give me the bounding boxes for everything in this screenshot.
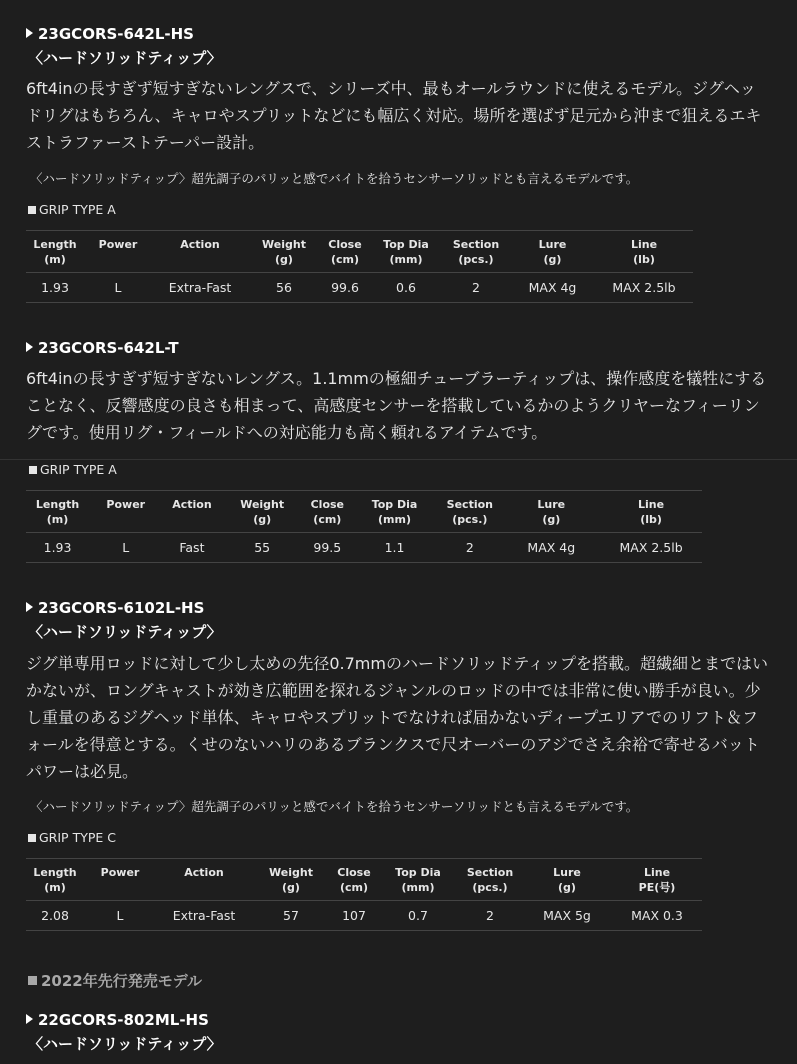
spec-header-cell (152, 231, 248, 273)
triangle-right-icon (26, 342, 33, 352)
spec-value-cell: L (84, 273, 152, 303)
spec-header-row (26, 231, 693, 273)
spec-header-label: Top Dia (395, 866, 441, 879)
spec-value-cell: MAX 2.5lb (595, 273, 693, 303)
model-subtitle: 〈ハードソリッドティップ〉 (28, 623, 222, 641)
spec-header-unit: (g) (253, 513, 272, 526)
grip-type (28, 830, 116, 845)
grip-label: GRIP TYPE C (39, 830, 116, 845)
spec-header-cell (510, 231, 595, 273)
grip-type (29, 462, 117, 477)
spec-value-cell: 0.6 (370, 273, 442, 303)
model-description: ジグ単専用ロッドに対して少し太めの先径0.7mmのハードソリッドティップを搭載。超繊細とまではいかないが、ロングキャストが効き広範囲を探れるジャンルのロッドの中では非常に使い勝手が良い。少し重量のあるジグヘッド単体、キャロやスプリットでなければ届かないディープエリアでのリフト＆フォールを得意とする。くせのないハリのあるブランクスで尺オーバーのアジでさえ余裕で寄せるバットパワーは必見。 (26, 654, 769, 781)
spec-header-label: Length (33, 238, 77, 251)
spec-header-cell (595, 231, 693, 273)
spec-value-cell: 99.6 (320, 273, 370, 303)
model-title (26, 337, 179, 359)
spec-header-cell (352, 491, 438, 533)
spec-header-cell (303, 491, 352, 533)
grip-type (28, 202, 116, 217)
model-note: 〈ハードソリッドティップ〉超先調子のパリッと感でバイトを拾うセンサーソリッドとも言えるモデルです。 (30, 171, 639, 186)
spec-value-cell: 56 (248, 273, 320, 303)
spec-header-cell (522, 859, 612, 901)
spec-header-unit: (m) (46, 513, 69, 526)
model-description: 6ft4inの長すぎず短すぎないレングスで、シリーズ中、最もオールラウンドに使えるモデル。ジグヘッドリグはもちろん、キャロやスプリットなどにも幅広く対応。場所を選ばず足元から沖まで狙えるエキストラファーストテーパー設計。 (26, 79, 762, 152)
spec-header-unit: (pcs.) (458, 253, 494, 266)
spec-header-cell (156, 859, 252, 901)
model-description: 6ft4inの長すぎず短すぎないレングス。1.1mmの極細チューブラーティップは、操作感度を犠牲にすることなく、反響感度の良さも相まって、高感度センサーを搭載しているかのようクリヤーなフィーリングです。使用リグ・フィールドへの対応能力も高く頼れるアイテムです。 (26, 369, 767, 442)
spec-header-unit (152, 252, 248, 267)
spec-header-unit: (g) (558, 881, 576, 894)
spec-value-row (26, 533, 702, 563)
spec-header-label: Line (630, 238, 658, 251)
spec-value-cell: 2.08 (26, 901, 84, 931)
spec-table (26, 230, 693, 303)
square-bullet-icon (29, 466, 37, 474)
spec-header-label: Line (638, 498, 665, 511)
model-note: 〈ハードソリッドティップ〉超先調子のパリッと感でバイトを拾うセンサーソリッドとも言えるモデルです。 (30, 799, 639, 814)
spec-header-label: Top Dia (383, 238, 429, 251)
section-heading (28, 970, 202, 991)
spec-header-unit: (lb) (640, 513, 662, 526)
spec-header-label: Top Dia (371, 498, 418, 511)
spec-value-cell: 107 (330, 901, 378, 931)
spec-value-row (26, 273, 693, 303)
spec-header-label: Line (643, 866, 671, 879)
model-name: 23GCORS-6102L-HS (38, 599, 205, 617)
spec-header-cell (378, 859, 458, 901)
model-subtitle: 〈ハードソリッドティップ〉 (28, 1035, 222, 1053)
spec-value-cell: 2 (458, 901, 522, 931)
section-heading-label: 2022年先行発売モデル (41, 972, 202, 990)
spec-header-label: Weight (240, 498, 285, 511)
spec-value-cell: 55 (221, 533, 302, 563)
spec-header-cell (320, 231, 370, 273)
spec-header-label: Power (98, 238, 138, 251)
model-subtitle: 〈ハードソリッドティップ〉 (28, 49, 222, 67)
spec-value-cell: Extra-Fast (156, 901, 252, 931)
model-title (26, 1009, 209, 1031)
spec-value-row (26, 901, 702, 931)
grip-label: GRIP TYPE A (40, 462, 117, 477)
spec-value-cell: MAX 4g (510, 273, 595, 303)
spec-header-cell (442, 231, 510, 273)
divider (0, 459, 797, 460)
triangle-right-icon (26, 602, 33, 612)
spec-header-unit (156, 880, 252, 895)
spec-header-label: Close (310, 498, 345, 511)
spec-value-cell: MAX 5g (522, 901, 612, 931)
spec-header-cell (330, 859, 378, 901)
spec-header-unit: (g) (282, 881, 300, 894)
spec-value-cell: 1.93 (26, 273, 84, 303)
spec-header-label: Lure (553, 866, 581, 879)
spec-header-label: Weight (262, 238, 306, 251)
square-bullet-icon (28, 976, 37, 985)
spec-header-label: Length (33, 866, 77, 879)
spec-header-unit: (pcs.) (472, 881, 508, 894)
triangle-right-icon (26, 28, 33, 38)
spec-header-unit: (g) (542, 513, 561, 526)
spec-header-label: Section (446, 498, 493, 511)
spec-header-row (26, 491, 702, 533)
spec-header-unit: (pcs.) (452, 513, 488, 526)
spec-header-unit: (mm) (378, 513, 411, 526)
spec-value-cell: 99.5 (303, 533, 352, 563)
spec-value-cell: L (84, 901, 156, 931)
spec-header-cell (370, 231, 442, 273)
spec-header-label: Power (106, 498, 146, 511)
spec-header-unit (84, 252, 152, 267)
spec-header-label: Section (466, 866, 514, 879)
model-title (26, 23, 194, 45)
spec-header-cell (89, 491, 162, 533)
spec-header-unit: (mm) (401, 881, 435, 894)
spec-value-cell: MAX 0.3 (612, 901, 702, 931)
spec-header-unit: (g) (543, 253, 562, 266)
spec-header-cell (612, 859, 702, 901)
spec-header-cell (248, 231, 320, 273)
spec-header-label: Weight (269, 866, 313, 879)
spec-header-unit (162, 512, 221, 527)
spec-header-row (26, 859, 702, 901)
spec-value-cell: 2 (442, 273, 510, 303)
spec-header-cell (84, 231, 152, 273)
grip-label: GRIP TYPE A (39, 202, 116, 217)
spec-header-label: Action (184, 866, 224, 879)
spec-header-unit (89, 512, 162, 527)
spec-header-label: Lure (538, 238, 567, 251)
spec-header-label: Section (452, 238, 500, 251)
spec-header-unit: (cm) (313, 513, 342, 526)
spec-value-cell: 0.7 (378, 901, 458, 931)
spec-header-cell (252, 859, 330, 901)
model-name: 22GCORS-802ML-HS (38, 1011, 209, 1029)
spec-value-cell: 1.1 (352, 533, 438, 563)
spec-header-cell (26, 859, 84, 901)
spec-header-label: Lure (537, 498, 566, 511)
spec-header-label: Length (35, 498, 80, 511)
model-name: 23GCORS-642L-T (38, 339, 179, 357)
spec-header-unit: (m) (44, 881, 66, 894)
spec-header-label: Action (172, 498, 212, 511)
spec-value-cell: 2 (437, 533, 502, 563)
spec-header-cell (26, 231, 84, 273)
spec-table (26, 490, 702, 563)
spec-value-cell: 57 (252, 901, 330, 931)
model-title (26, 597, 204, 619)
spec-header-cell (437, 491, 502, 533)
spec-value-cell: 1.93 (26, 533, 89, 563)
spec-header-label: Close (337, 866, 371, 879)
spec-value-cell: MAX 4g (502, 533, 600, 563)
spec-header-unit (84, 880, 156, 895)
spec-value-cell: Extra-Fast (152, 273, 248, 303)
spec-header-unit: (m) (44, 253, 66, 266)
spec-value-cell: Fast (162, 533, 221, 563)
spec-header-cell (458, 859, 522, 901)
spec-header-cell (26, 491, 89, 533)
spec-header-cell (221, 491, 302, 533)
spec-header-label: Power (100, 866, 140, 879)
spec-table (26, 858, 702, 931)
square-bullet-icon (28, 834, 36, 842)
spec-header-unit: (g) (275, 253, 293, 266)
spec-header-cell (502, 491, 600, 533)
spec-header-cell (84, 859, 156, 901)
spec-header-unit: (cm) (330, 253, 360, 266)
model-name: 23GCORS-642L-HS (38, 25, 194, 43)
spec-value-cell: L (89, 533, 162, 563)
spec-header-unit: (cm) (339, 881, 369, 894)
square-bullet-icon (28, 206, 36, 214)
spec-header-cell (162, 491, 221, 533)
spec-header-unit: PE(号) (638, 881, 676, 894)
spec-header-cell (600, 491, 702, 533)
spec-header-label: Action (180, 238, 220, 251)
spec-value-cell: MAX 2.5lb (600, 533, 702, 563)
spec-header-label: Close (328, 238, 362, 251)
spec-header-unit: (lb) (633, 253, 655, 266)
triangle-right-icon (26, 1014, 33, 1024)
spec-header-unit: (mm) (389, 253, 423, 266)
